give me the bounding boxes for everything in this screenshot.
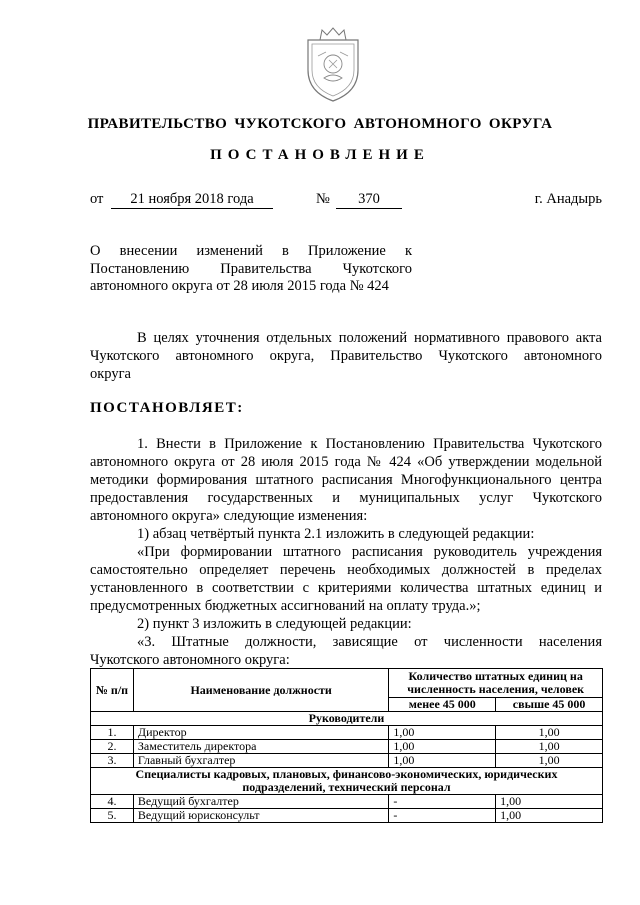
table-section-row [91, 712, 603, 726]
column-header-more: свыше 45 000 [496, 698, 603, 712]
section-heading: Специалисты кадровых, плановых, финансово-экономических, юридических подразделений, технический персонал [91, 768, 603, 795]
column-header-position: Наименование должности [133, 669, 388, 712]
text-line: «При формировании штатного расписания руководитель учреждения [137, 544, 602, 560]
column-header-quantity-group: Количество штатных единиц на численность населения, человек [389, 669, 603, 698]
table-header-row [91, 669, 603, 698]
section-heading: Руководители [91, 712, 603, 726]
text-line: самостоятельно определяет перечень необходимых должностей в пределах [90, 562, 602, 578]
text-line: предоставления государственных и муниципальных услуг Чукотского [90, 490, 602, 506]
text-line: 2) пункт 3 изложить в следующей редакции: [137, 616, 412, 632]
row-number: 1. [91, 726, 134, 740]
text-line: предусмотренных бюджетных ассигнований на оплату труда.»; [90, 598, 481, 614]
amendment-paragraph-1 [90, 435, 602, 525]
decree-subject [90, 243, 412, 296]
text-line: 1) абзац четвёртый пункта 2.1 изложить в следующей редакции: [137, 526, 535, 542]
table-row [91, 809, 603, 823]
text-line: автономного округа» следующие изменения: [90, 508, 368, 524]
row-position: Ведущий бухгалтер [133, 795, 388, 809]
row-number: 4. [91, 795, 134, 809]
subject-line: Постановлению Правительства Чукотского [90, 260, 412, 277]
row-less: 1,00 [389, 726, 496, 740]
amendment-quote-1 [90, 543, 602, 615]
row-number: 2. [91, 740, 134, 754]
text-line: методики формирования штатного расписания Многофункционального центра [90, 472, 602, 488]
text-line: установленного в соответствии с критериями количества штатных единиц и [90, 580, 602, 596]
row-number: 3. [91, 754, 134, 768]
row-position: Ведущий юрисконсульт [133, 809, 388, 823]
from-label: от [90, 191, 104, 207]
decree-date: 21 ноября 2018 года [111, 191, 273, 209]
table-section-row [91, 768, 603, 795]
decree-meta-line [90, 191, 602, 213]
table-row [91, 754, 603, 768]
table-row [91, 740, 603, 754]
text-line: В целях уточнения отдельных положений нормативного правового акта [137, 330, 602, 346]
text-line: автономного округа от 28 июля 2015 года № 424 «Об утверждении модельной [90, 454, 602, 470]
subject-line: О внесении изменений в Приложение к [90, 243, 412, 259]
city-label: г. Анадырь [534, 191, 602, 207]
decree-number: 370 [336, 191, 402, 209]
row-less: 1,00 [389, 754, 496, 768]
row-less: 1,00 [389, 740, 496, 754]
text-line: «3. Штатные должности, зависящие от численности населения [137, 634, 602, 650]
amendment-item-1 [90, 525, 602, 543]
decree-title: ПОСТАНОВЛЕНИЕ [210, 147, 430, 163]
text-line: 1. Внести в Приложение к Постановлению Правительства Чукотского [137, 436, 602, 452]
row-more: 1,00 [496, 795, 603, 809]
column-header-less: менее 45 000 [389, 698, 496, 712]
text-line: округа [90, 366, 131, 382]
subject-line: автономного округа от 28 июля 2015 года № 424 [90, 278, 389, 294]
row-position: Главный бухгалтер [133, 754, 388, 768]
row-more: 1,00 [496, 809, 603, 823]
text-line: Чукотского автономного округа: [90, 652, 290, 668]
row-more: 1,00 [496, 740, 603, 754]
table-row [91, 726, 603, 740]
staff-positions-table [90, 668, 603, 823]
number-label: № [316, 191, 330, 207]
row-more: 1,00 [496, 754, 603, 768]
amendment-quote-2 [90, 633, 602, 669]
row-position: Директор [133, 726, 388, 740]
table-row [91, 795, 603, 809]
resolves-heading: ПОСТАНОВЛЯЕТ: [90, 400, 244, 416]
row-more: 1,00 [496, 726, 603, 740]
row-less: - [389, 809, 496, 823]
row-position: Заместитель директора [133, 740, 388, 754]
government-title: ПРАВИТЕЛЬСТВО ЧУКОТСКОГО АВТОНОМНОГО ОКРУГА [87, 116, 553, 132]
amendment-item-2 [90, 615, 602, 633]
preamble-paragraph [90, 329, 602, 383]
coat-of-arms-emblem [304, 26, 362, 104]
text-line: Чукотского автономного округа, Правительство Чукотского автономного [90, 348, 602, 364]
column-header-number: № п/п [91, 669, 134, 712]
row-less: - [389, 795, 496, 809]
row-number: 5. [91, 809, 134, 823]
